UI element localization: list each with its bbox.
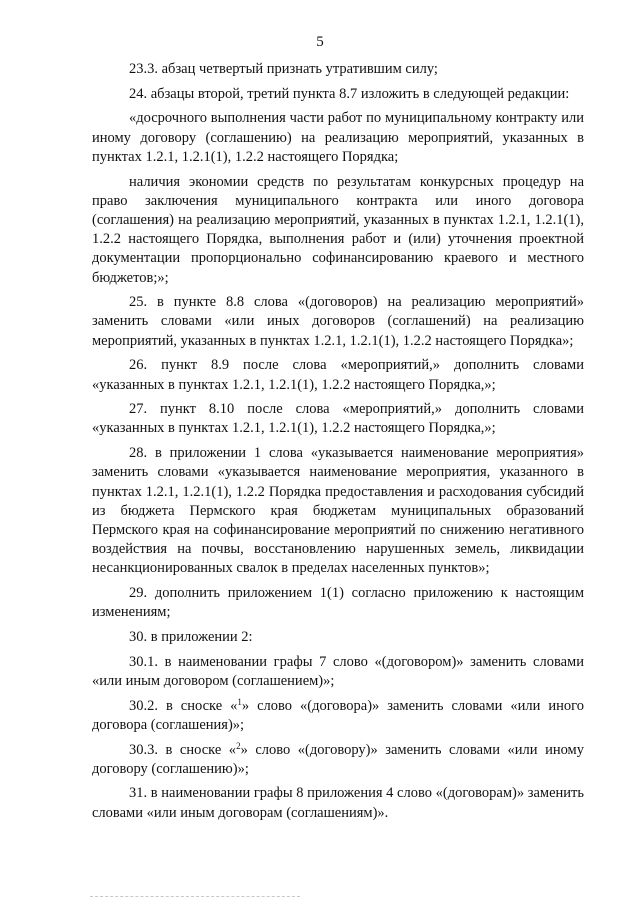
paragraph-30-2 (92, 697, 584, 735)
paragraph-23-3: 23.3. абзац четвертый признать утратившим силу; (129, 61, 438, 77)
paragraph-30-1: 30.1. в наименовании графы 7 слово «(договором)» заменить словами «или иным договором (соглашением)»; (92, 653, 584, 689)
paragraph-30-2-text-end: » слово «(договора)» заменить словами «или иного договора (соглашения)»; (92, 697, 584, 733)
paragraph-30: 30. в приложении 2: (129, 628, 253, 645)
paragraph-30-2-text-start: 30.2. в сноске « (129, 697, 238, 714)
paragraph-27: 27. пункт 8.10 после слова «мероприятий,» дополнить словами «указанных в пунктах 1.2.1, 1.2.1(1), 1.2.2 настоящего Порядка,»; (92, 401, 584, 437)
document-body (92, 60, 584, 828)
paragraph-24: 24. абзацы второй, третий пункта 8.7 изложить в следующей редакции: (129, 85, 570, 102)
paragraph-25: 25. в пункте 8.8 слова «(договоров) на реализацию мероприятий» заменить словами «или иных договоров (соглашений) на реализацию мероприятий, указанных в пунктах 1.2.1, 1.2.1(1), 1.2.2 настоящего Порядка»; (92, 294, 584, 349)
page-number: 5 (316, 34, 324, 50)
paragraph-29: 29. дополнить приложением 1(1) согласно приложению к настоящим изменениям; (92, 585, 584, 621)
footnote-mark-1: 1 (237, 696, 242, 707)
paragraph-26: 26. пункт 8.9 после слова «мероприятий,» дополнить словами «указанных в пунктах 1.2.1, 1.2.1(1), 1.2.2 настоящего Порядка,»; (92, 357, 584, 393)
paragraph-28: 28. в приложении 1 слова «указывается наименование мероприятия» заменить словами «указывается наименование мероприятия, указанного в пунктах 1.2.1, 1.2.1(1), 1.2.2 Порядка предоставления и расходования субсидий из бюджета Пермского края бюджетам муниципальных образований Пермского края на софинансирование мероприятий по снижению негативного воздействия на почвы, восстановлению нарушенных земель, ликвидации несанкционированных свалок в пределах населенных пунктов»; (92, 445, 584, 577)
paragraph-30-3-text-end: » слово «(договору)» заменить словами «или иному договору (соглашению)»; (92, 741, 584, 777)
scan-edge-mark (90, 896, 300, 898)
paragraph-31: 31. в наименовании графы 8 приложения 4 слово «(договорам)» заменить словами «или иным договорам (соглашениям)». (92, 785, 584, 821)
paragraph-30-3 (92, 741, 584, 779)
footnote-mark-2: 2 (236, 740, 241, 751)
paragraph-24-quote-1: «досрочного выполнения части работ по муниципальному контракту или иному договору (соглашению) на реализацию мероприятий, указанных в пунктах 1.2.1, 1.2.1(1), 1.2.2 настоящего Порядка; (92, 110, 584, 165)
paragraph-24-quote-2: наличия экономии средств по результатам конкурсных процедур на право заключения муниципального контракта или иного договора (соглашения) на реализацию мероприятий, указанных в пунктах 1.2.1, 1.2.1(1), 1.2.2 настоящего Порядка, выполнения работ и (или) уточнения проектной документации пропорционально софинансированию краевого и местного бюджетов;»; (92, 173, 584, 286)
paragraph-30-3-text-start: 30.3. в сноске « (129, 741, 237, 758)
